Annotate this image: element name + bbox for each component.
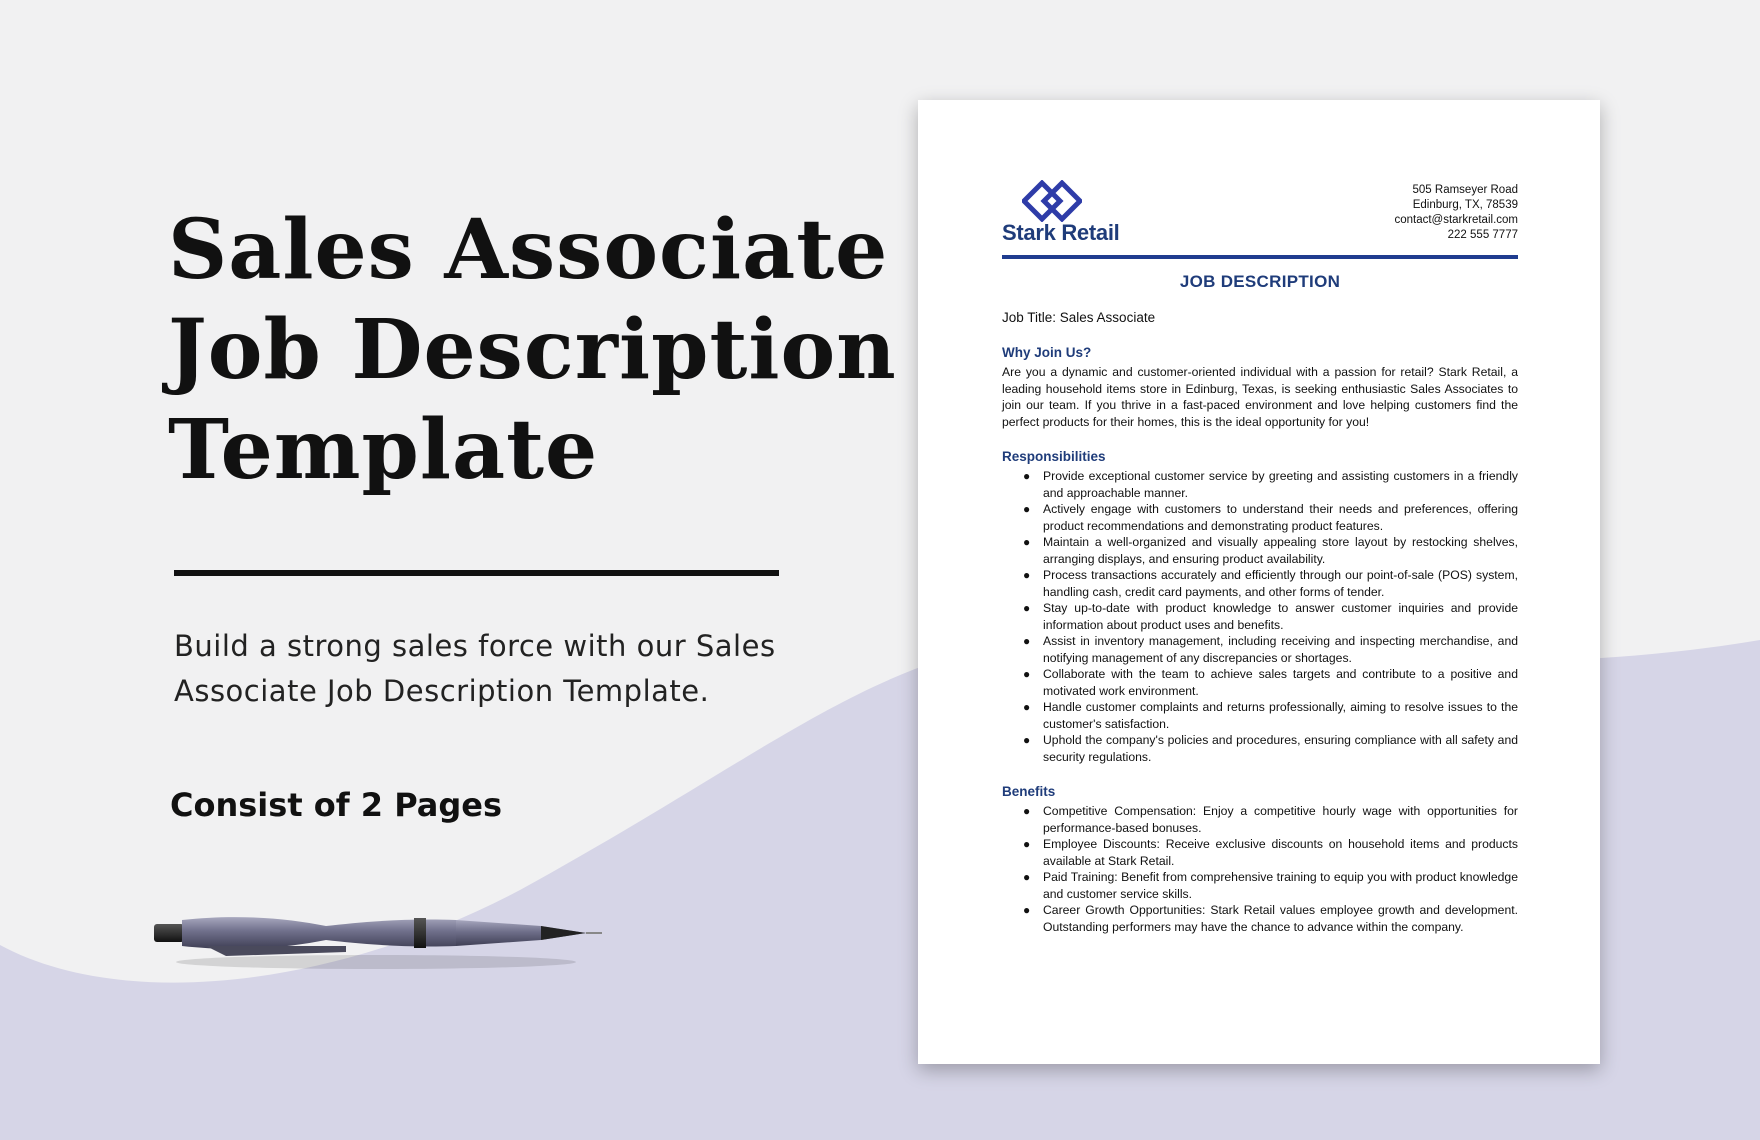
list-item	[1002, 501, 1518, 534]
bullet-icon: ●	[1023, 870, 1031, 884]
why-join-text: Are you a dynamic and customer-oriented individual with a passion for retail? Stark Retail, a leading household items store in Edinburg, Texas, is seeking enthusiastic Sales Associates to join our team. If you thrive in a fast-paced environment and love helping customers find the perfect products for their homes, this is the ideal opportunity for you!	[1002, 365, 1518, 429]
list-item	[1002, 803, 1518, 836]
document-title: JOB DESCRIPTION	[1179, 272, 1341, 291]
why-join-heading: Why Join Us?	[1002, 345, 1092, 360]
headline-line-3: Template	[168, 402, 599, 498]
bullet-icon: ●	[1023, 469, 1031, 483]
list-item	[1002, 836, 1518, 869]
job-title: Job Title: Sales Associate	[1002, 310, 1156, 325]
pen-icon	[146, 900, 616, 980]
bullet-icon: ●	[1023, 804, 1031, 818]
list-item	[1002, 902, 1518, 935]
list-item-text: Assist in inventory management, including receiving and inspecting merchandise, and notifying management of any discrepancies or shortages.	[1043, 634, 1518, 665]
headline-line-1: Sales Associate	[168, 202, 889, 298]
list-item	[1002, 534, 1518, 567]
company-address	[1394, 183, 1518, 243]
bullet-icon: ●	[1023, 601, 1031, 615]
list-item-text: Uphold the company's policies and procedures, ensuring compliance with all safety and security regulations.	[1043, 733, 1518, 764]
page-headline	[168, 200, 897, 500]
responsibilities-heading: Responsibilities	[1002, 449, 1106, 464]
bullet-icon: ●	[1023, 535, 1031, 549]
list-item	[1002, 732, 1518, 765]
list-item-text: Maintain a well-organized and visually appealing store layout by restocking shelves, arranging displays, and ensuring product availability.	[1043, 535, 1518, 566]
list-item-text: Employee Discounts: Receive exclusive discounts on household items and products available at Stark Retail.	[1043, 837, 1518, 868]
bullet-icon: ●	[1023, 634, 1031, 648]
list-item-text: Process transactions accurately and efficiently through our point-of-sale (POS) system, handling cash, credit card payments, and other forms of tender.	[1043, 568, 1518, 599]
headline-line-2: Job Description	[168, 302, 897, 398]
bullet-icon: ●	[1023, 733, 1031, 747]
list-item	[1002, 666, 1518, 699]
address-email: contact@starkretail.com	[1394, 214, 1518, 226]
benefits-list	[1002, 803, 1518, 935]
subtitle: Build a strong sales force with our Sales Associate Job Description Template.	[174, 629, 776, 708]
document-page	[918, 100, 1600, 1064]
list-item	[1002, 567, 1518, 600]
list-item	[1002, 869, 1518, 902]
list-item	[1002, 468, 1518, 501]
list-item-text: Paid Training: Benefit from comprehensive training to equip you with product knowledge and customer service skills.	[1043, 870, 1518, 901]
bullet-icon: ●	[1023, 700, 1031, 714]
pages-note: Consist of 2 Pages	[170, 786, 503, 824]
address-phone: 222 555 7777	[1447, 229, 1518, 241]
list-item	[1002, 633, 1518, 666]
document-body	[1002, 310, 1518, 954]
address-street: 505 Ramseyer Road	[1412, 184, 1518, 196]
bullet-icon: ●	[1023, 667, 1031, 681]
bullet-icon: ●	[1023, 568, 1031, 582]
list-item-text: Collaborate with the team to achieve sales targets and contribute to a positive and motivated work environment.	[1043, 667, 1518, 698]
benefits-heading: Benefits	[1002, 784, 1056, 799]
company-logo-text: Stark Retail	[1002, 220, 1120, 245]
list-item-text: Stay up-to-date with product knowledge to answer customer inquiries and provide information about product uses and benefits.	[1043, 601, 1518, 632]
headline-divider	[174, 570, 779, 576]
address-city: Edinburg, TX, 78539	[1412, 199, 1518, 211]
bullet-icon: ●	[1023, 502, 1031, 516]
list-item-text: Provide exceptional customer service by greeting and assisting customers in a friendly and approachable manner.	[1043, 469, 1518, 500]
list-item-text: Actively engage with customers to understand their needs and preferences, offering product recommendations and demonstrating product features.	[1043, 502, 1518, 533]
list-item-text: Handle customer complaints and returns professionally, aiming to resolve issues to the customer's satisfaction.	[1043, 700, 1518, 731]
list-item	[1002, 600, 1518, 633]
list-item-text: Competitive Compensation: Enjoy a competitive hourly wage with opportunities for performance-based bonuses.	[1043, 804, 1518, 835]
responsibilities-list	[1002, 468, 1518, 765]
bullet-icon: ●	[1023, 903, 1031, 917]
header-rule	[1002, 255, 1518, 259]
logo-diamond-icon	[1022, 180, 1082, 222]
list-item-text: Career Growth Opportunities: Stark Retail values employee growth and development. Outstanding performers may have the chance to advance within the company.	[1043, 903, 1518, 934]
bullet-icon: ●	[1023, 837, 1031, 851]
list-item	[1002, 699, 1518, 732]
